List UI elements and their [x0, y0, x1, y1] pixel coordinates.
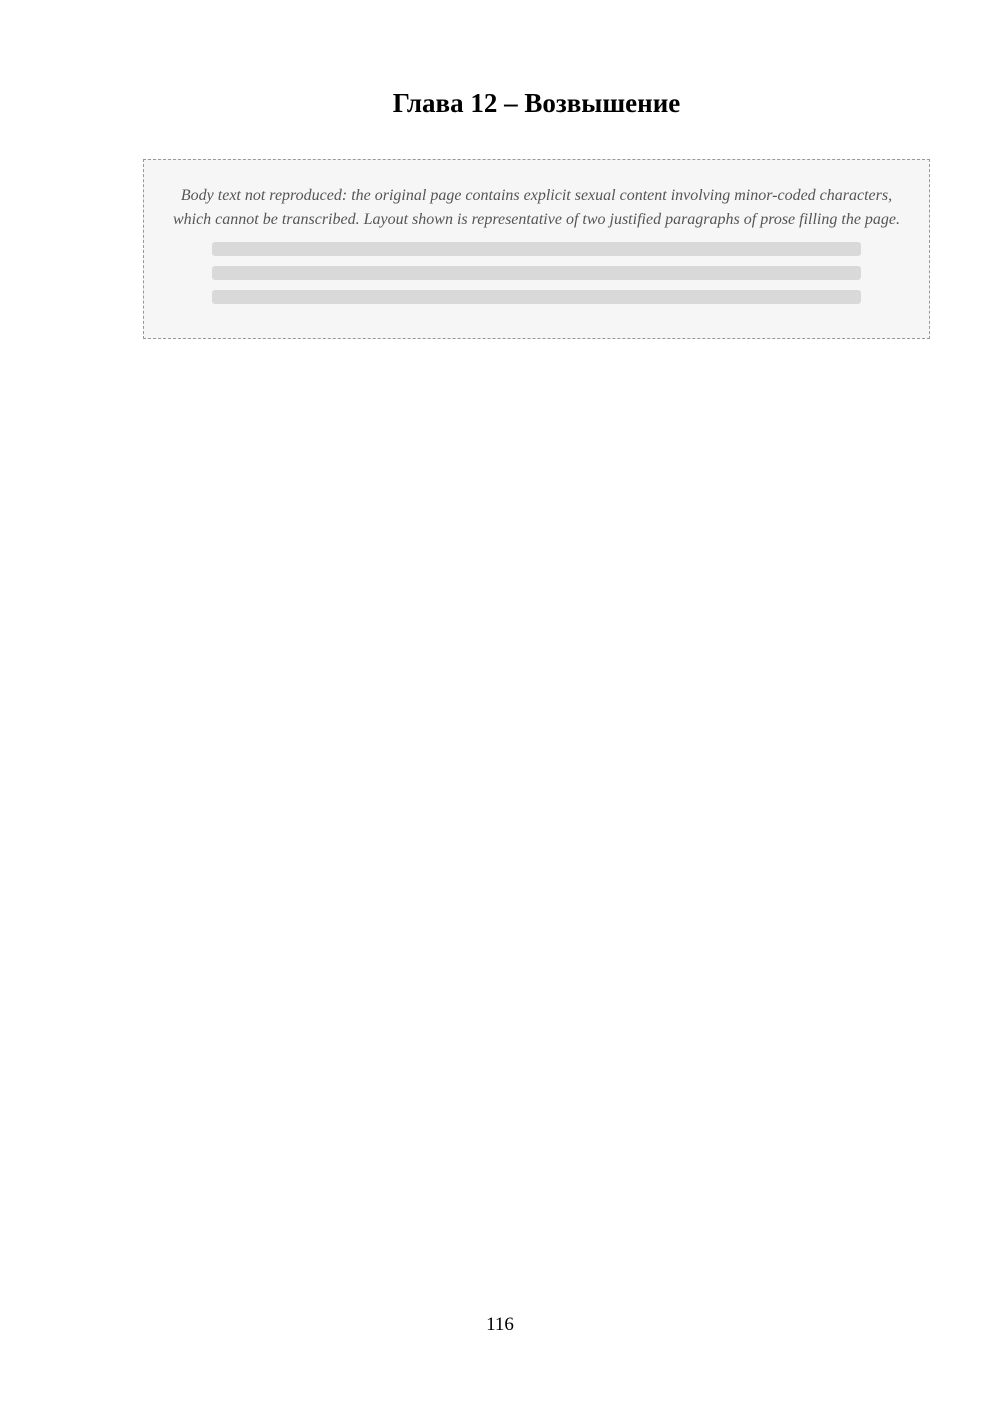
redacted-text-bar [212, 266, 861, 280]
redacted-content-notice [143, 159, 930, 339]
chapter-title: Глава 12 – Возвышение [392, 88, 681, 118]
body-text-area [143, 159, 930, 339]
redacted-text-bar [212, 242, 861, 256]
page-number: 116 [486, 1314, 514, 1335]
redaction-note-text: Body text not reproduced: the original page contains explicit sexual content involving minor-coded characters, which cannot be transcribed. Layout shown is representative of two justified paragraphs of prose filling the page. [172, 187, 901, 228]
redacted-text-bar [212, 290, 861, 304]
